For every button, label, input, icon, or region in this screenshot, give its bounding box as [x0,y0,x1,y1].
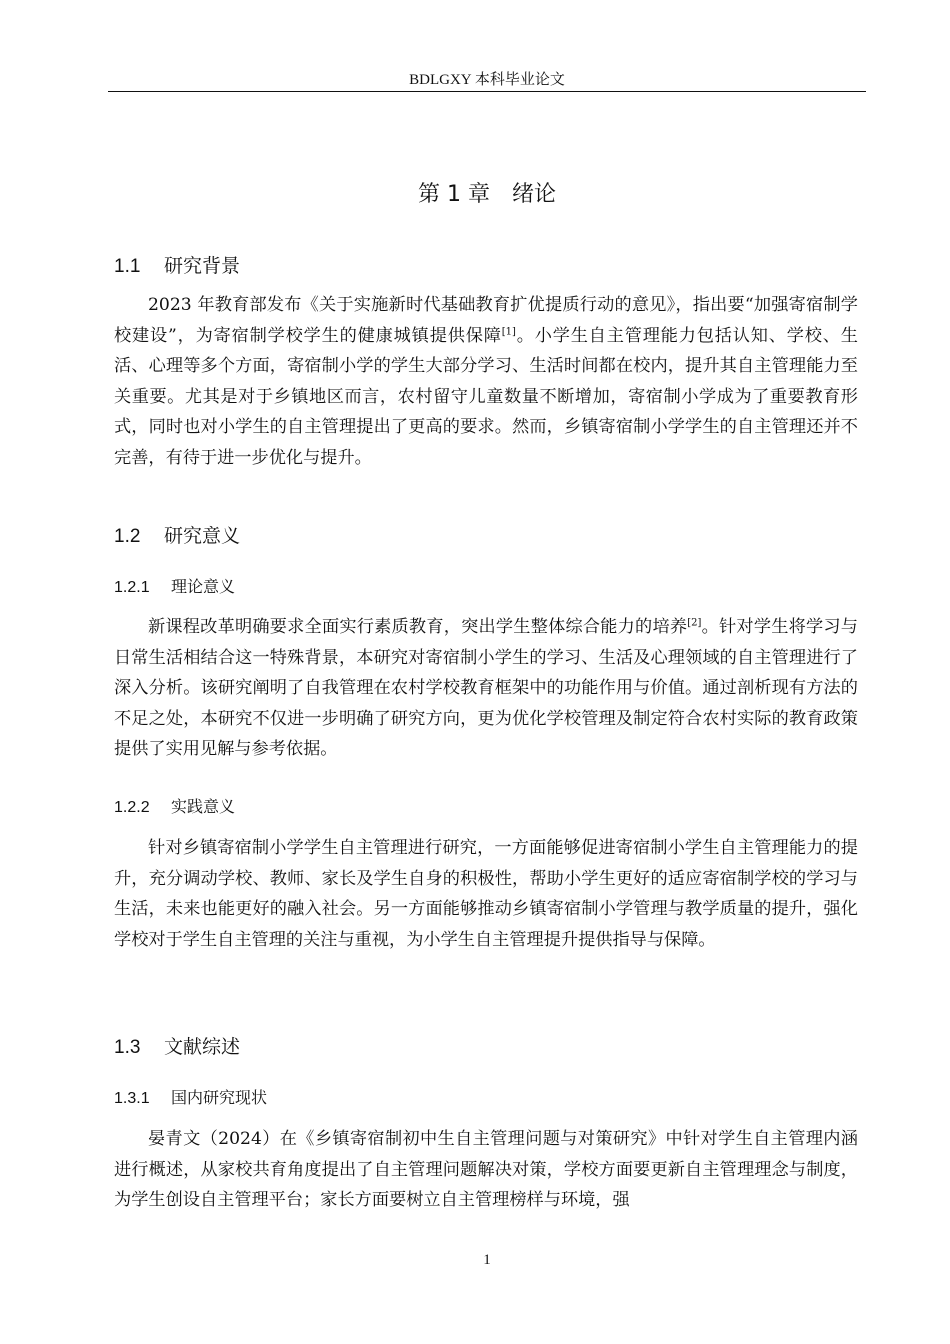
running-header: BDLGXY 本科毕业论文 [409,72,565,88]
subsection-heading-1-2-1 [114,575,235,600]
subsection-title: 国内研究现状 [171,1088,268,1107]
section-number: 1.1 [114,256,141,277]
subsection-heading-1-2-2 [114,795,235,820]
section-title: 研究意义 [164,525,241,547]
paragraph-research-background: 2023 年教育部发布《关于实施新时代基础教育扩优提质行动的意见》，指出要“加强寄宿制学校建设”，为寄宿制学校学生的健康城镇提供保障[1]。小学生自主管理能力包括认知、学校、生活、心理等多个方面，寄宿制小学的学生大部分学习、生活时间都在校内，提升其自主管理能力至关重要。尤其是对于乡镇地区而言，农村留守儿童数量不断增加，寄宿制小学成为了重要教育形式，同时也对小学生的自主管理提出了更高的要求。然而，乡镇寄宿制小学学生的自主管理还并不完善，有待于进一步优化与提升。 [114,295,858,468]
section-heading-1-2 [114,522,240,551]
chapter-title [108,179,866,211]
chapter-name: 绪论 [511,182,556,207]
section-title: 研究背景 [164,255,241,277]
section-heading-1-1 [114,252,240,281]
section-title: 文献综述 [164,1036,241,1058]
subsection-heading-1-3-1 [114,1086,267,1111]
paragraph-practical-significance: 针对乡镇寄宿制小学学生自主管理进行研究，一方面能够促进寄宿制小学生自主管理能力的提升，充分调动学校、教师、家长及学生自身的积极性，帮助小学生更好的适应寄宿制学校的学习与生活，未来也能更好的融入社会。另一方面能够推动乡镇寄宿制小学管理与教学质量的提升，强化学校对于学生自主管理的关注与重视，为小学生自主管理提升提供指导与保障。 [114,838,858,950]
subsection-title: 理论意义 [171,577,236,596]
citation: [1] [501,325,516,337]
subsection-number: 1.2.2 [114,799,150,816]
citation: [2] [687,617,702,629]
section-number: 1.2 [114,526,141,547]
header-rule [108,91,866,92]
paragraph-theoretical-significance: 新课程改革明确要求全面实行素质教育，突出学生整体综合能力的培养[2]。针对学生将学习与日常生活相结合这一特殊背景，本研究对寄宿制小学生的学习、生活及心理领域的自主管理进行了深入分析。该研究阐明了自我管理在农村学校教育框架中的功能作用与价值。通过剖析现有方法的不足之处，本研究不仅进一步明确了研究方向，更为优化学校管理及制定符合农村实际的教育政策提供了实用见解与参考依据。 [114,617,858,759]
subsection-number: 1.3.1 [114,1090,150,1107]
section-number: 1.3 [114,1037,141,1058]
subsection-title: 实践意义 [171,797,236,816]
chapter-number: 第 1 章 [418,182,490,207]
subsection-number: 1.2.1 [114,579,150,596]
page-number: 1 [483,1252,491,1268]
paragraph-domestic-research: 晏青文（2024）在《乡镇寄宿制初中生自主管理问题与对策研究》中针对学生自主管理内涵进行概述，从家校共育角度提出了自主管理问题解决对策，学校方面要更新自主管理理念与制度，为学生创设自主管理平台；家长方面要树立自主管理榜样与环境，强 [114,1129,858,1210]
section-heading-1-3 [114,1033,240,1062]
